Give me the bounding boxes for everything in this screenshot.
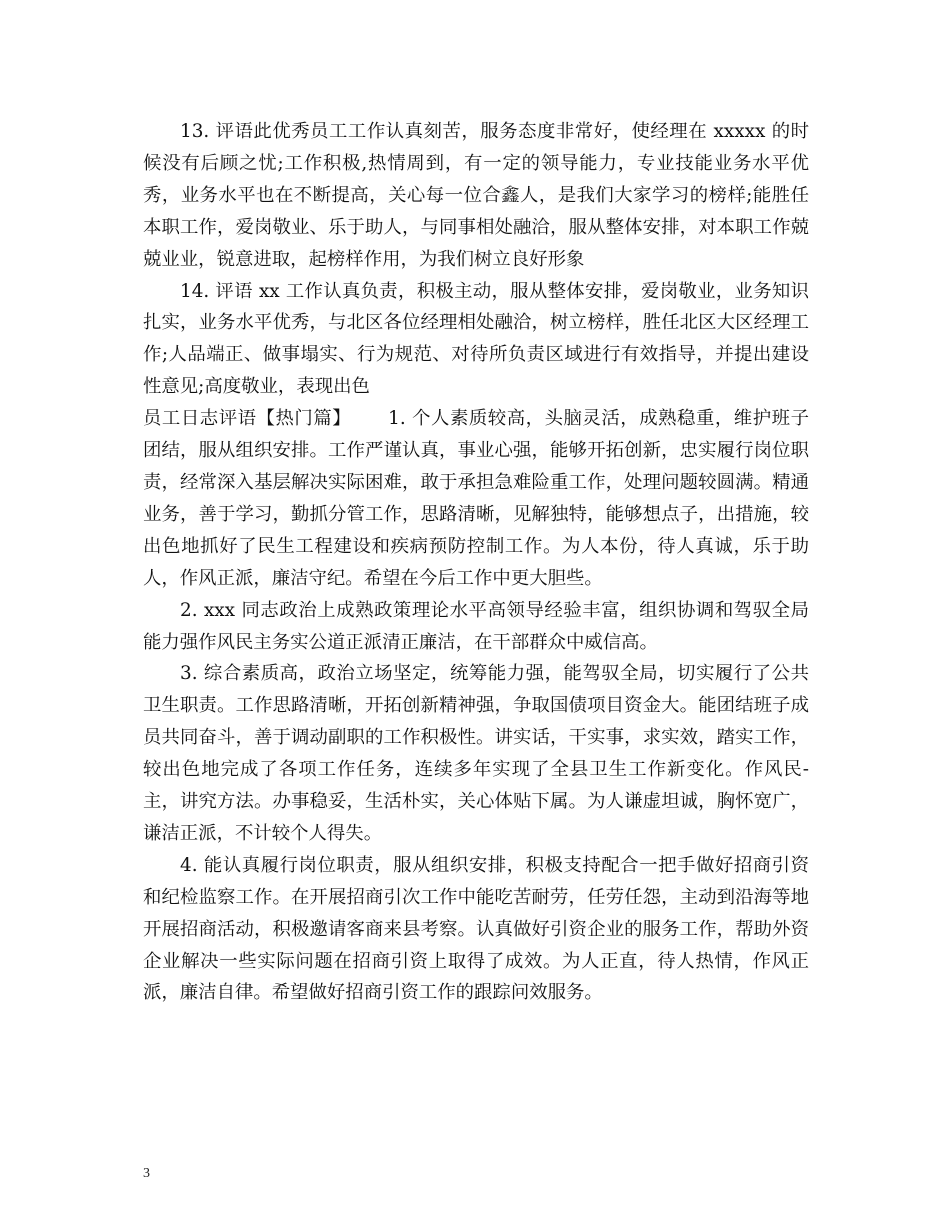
item-4: 4. 能认真履行岗位职责，服从组织安排，积极支持配合一把手做好招商引资和纪检监察工作。在开展招商引次工作中能吃苦耐劳，任劳任怨，主动到沿海等地开展招商活动，积极邀请客商来县考察。认真做好引资企业的服务工作，帮助外资企业解决一些实际问题在招商引资上取得了成效。为人正直，待人热情，作风正派，廉洁自律。希望做好招商引资工作的跟踪问效服务。	[143, 854, 809, 1004]
document-body	[143, 116, 809, 1009]
section-paragraph	[143, 403, 809, 594]
paragraph-13: 13. 评语此优秀员工工作认真刻苦，服务态度非常好，使经理在 xxxxx 的时候没有后顾之忧;工作积极,热情周到，有一定的领导能力，专业技能业务水平优秀，业务水平也在不断提高，关心每一位合鑫人，是我们大家学习的榜样;能胜任本职工作，爱岗敬业、乐于助人，与同事相处融洽，服从整体安排，对本职工作兢兢业业，锐意进取，起榜样作用，为我们树立良好形象	[143, 121, 809, 270]
item-1: 1. 个人素质较高，头脑灵活，成熟稳重，维护班子团结，服从组织安排。工作严谨认真，事业心强，能够开拓创新，忠实履行岗位职责，经常深入基层解决实际困难，敢于承担急难险重工作，处理问题较圆满。精通业务，善于学习，勤抓分管工作，思路清晰，见解独特，能够想点子，出措施，较出色地抓好了民生工程建设和疾病预防控制工作。为人本份，待人真诚，乐于助人，作风正派，廉洁守纪。希望在今后工作中更大胆些。	[143, 408, 809, 589]
item-3: 3. 综合素质高，政治立场坚定，统筹能力强，能驾驭全局，切实履行了公共卫生职责。工作思路清晰，开拓创新精神强，争取国债项目资金大。能团结班子成员共同奋斗，善于调动副职的工作积极性。讲实话，干实事，求实效，踏实工作，较出色地完成了各项工作任务，连续多年实现了全县卫生工作新变化。作风民-主，讲究方法。办事稳妥，生活朴实，关心体贴下属。为人谦虚坦诚，胸怀宽广，谦洁正派，不计较个人得失。	[143, 663, 809, 844]
item-2: 2. xxx 同志政治上成熟政策理论水平高领导经验丰富，组织协调和驾驭全局能力强作风民主务实公道正派清正廉洁，在干部群众中威信高。	[143, 599, 809, 653]
paragraph-14: 14. 评语 xx 工作认真负责，积极主动，服从整体安排，爱岗敬业，业务知识扎实，业务水平优秀，与北区各位经理相处融洽，树立榜样，胜任北区大区经理工作;人品端正、做事塌实、行为规范、对待所负责区域进行有效指导，并提出建设性意见;高度敬业，表现出色	[143, 280, 809, 398]
section-heading: 员工日志评语【热门篇】	[143, 408, 352, 430]
page-number: 3	[143, 1166, 150, 1181]
